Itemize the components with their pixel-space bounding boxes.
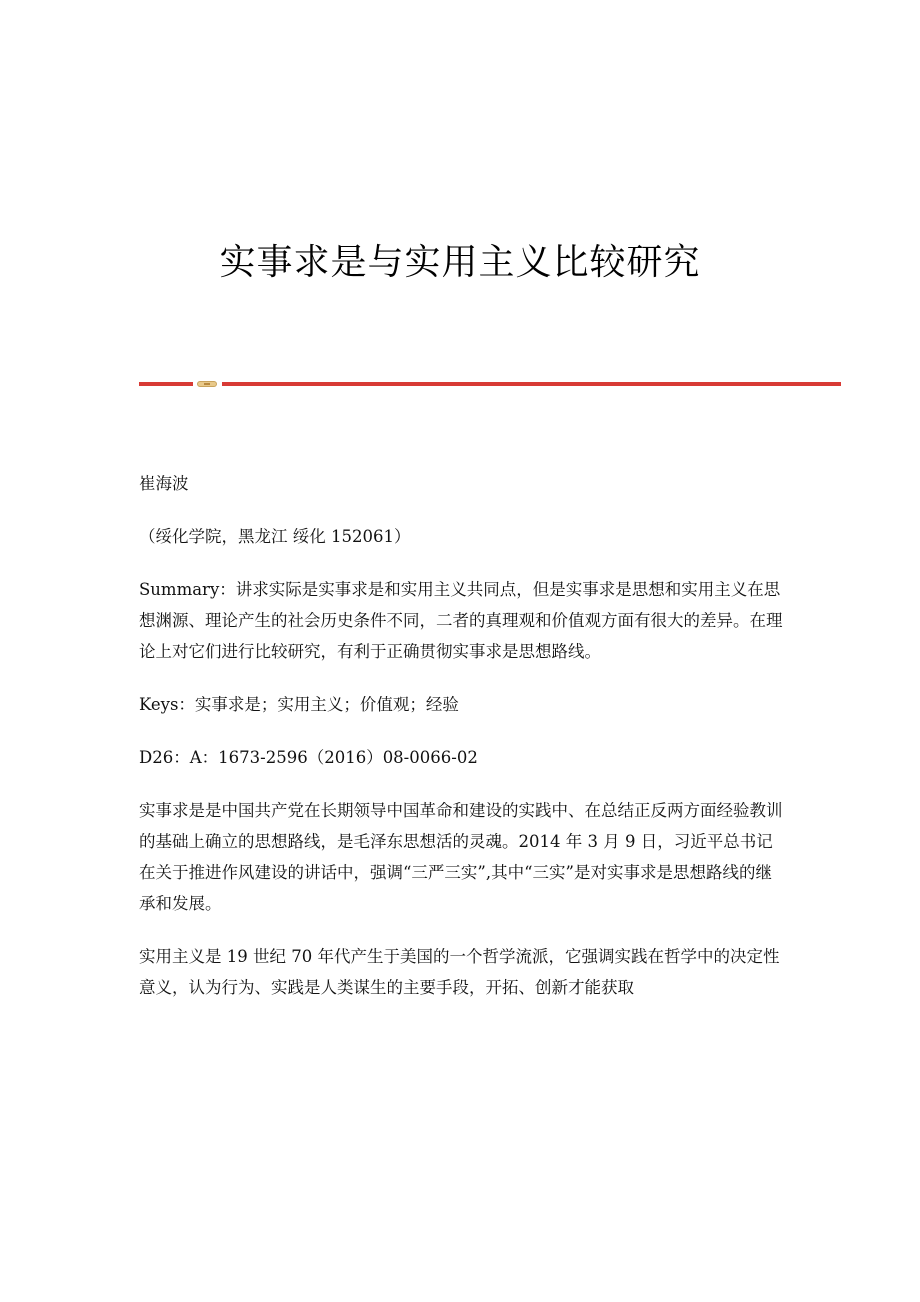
ornament-dot — [204, 383, 210, 385]
page-title: 实事求是与实用主义比较研究 — [219, 242, 701, 284]
divider-bar-left — [139, 382, 193, 386]
divider-bar-right — [222, 382, 841, 386]
article-body — [139, 468, 784, 1025]
classification-code: D26：A：1673-2596（2016）08-0066-02 — [139, 748, 478, 767]
abstract-summary: Summary：讲求实际是实事求是和实用主义共同点，但是实事求是思想和实用主义在思想渊源、理论产生的社会历史条件不同，二者的真理观和价值观方面有很大的差异。在理论上对它们进行比较研究，有利于正确贯彻实事求是思想路线。 — [139, 580, 783, 661]
title-divider — [139, 380, 841, 388]
author-affiliation: （绥化学院，黑龙江 绥化 152061） — [139, 527, 411, 546]
author-name: 崔海波 — [139, 474, 189, 493]
body-paragraph-2: 实用主义是 19 世纪 70 年代产生于美国的一个哲学流派，它强调实践在哲学中的决定性意义，认为行为、实践是人类谋生的主要手段，开拓、创新才能获取 — [139, 947, 780, 997]
keywords: Keys：实事求是；实用主义；价值观；经验 — [139, 695, 459, 714]
body-paragraph-1: 实事求是是中国共产党在长期领导中国革命和建设的实践中、在总结正反两方面经验教训的基础上确立的思想路线，是毛泽东思想活的灵魂。2014 年 3 月 9 日，习近平总书记在关于推进作风建设的讲话中，强调“三严三实”,其中“三实”是对实事求是思想路线的继承和发展。 — [139, 801, 783, 913]
